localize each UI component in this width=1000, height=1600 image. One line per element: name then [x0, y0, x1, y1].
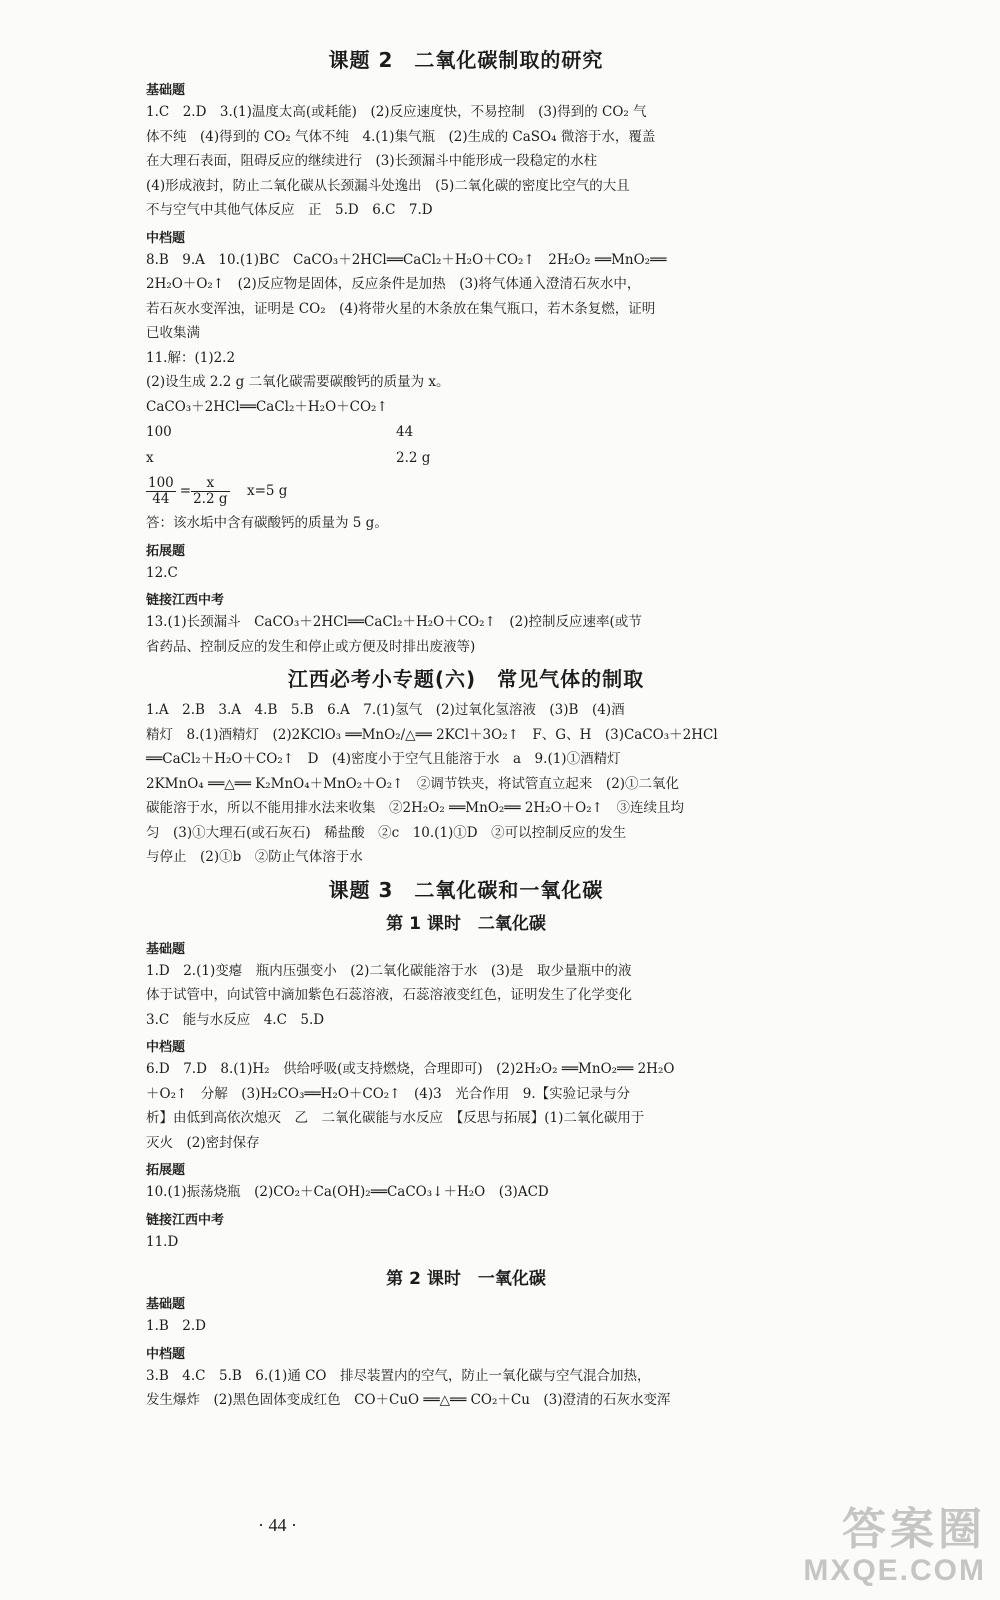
- fraction-equation: $\frac{100}{44}$ = $\frac{x}{2.2 g}$ x=5 g: [148, 475, 288, 507]
- page-number: · 44 ·: [258, 1515, 297, 1535]
- text-line: 已收集满: [146, 325, 200, 341]
- answer-line: 答：该水垢中含有碳酸钙的质量为 5 g。: [146, 515, 388, 531]
- text-line: 碳能溶于水，所以不能用排水法来收集 ②2H₂O₂ ══MnO₂══ 2H₂O＋O₂↑ ③连续且均: [146, 800, 684, 816]
- text-line: (4)形成液封，防止二氧化碳从长颈漏斗处逸出 (5)二氧化碳的密度比空气的大且: [146, 177, 630, 194]
- text-line: 匀 (3)①大理石(或石灰石) 稀盐酸 ②c 10.(1)①D ②可以控制反应的发生: [146, 824, 627, 841]
- label-mid: 中档题: [146, 230, 186, 246]
- label-extension: 拓展题: [146, 543, 186, 559]
- calc-value: 2.2 g: [396, 450, 431, 466]
- numerator: 100: [148, 475, 174, 491]
- text-line: 与停止 (2)①b ②防止气体溶于水: [146, 849, 363, 865]
- label-jiangxi-link: 链接江西中考: [146, 1212, 225, 1228]
- text-line: ══CaCl₂＋H₂O＋CO₂↑ D (4)密度小于空气且能溶于水 a 9.(1)①酒精灯: [146, 751, 621, 767]
- answer-page: [146, 40, 786, 1413]
- watermark-text: 答案圈: [842, 1505, 986, 1554]
- watermark-logo: [803, 1506, 986, 1588]
- text-line: 8.B 9.A 10.(1)BC CaCO₃＋2HCl══CaCl₂＋H₂O＋CO₂↑ 2H₂O₂ ══MnO₂══: [146, 251, 667, 268]
- text-line: (2)设生成 2.2 g 二氧化碳需要碳酸钙的质量为 x。: [146, 374, 450, 390]
- fraction: [146, 476, 176, 507]
- text-line: 6.D 7.D 8.(1)H₂ 供给呼吸(或支持燃烧，合理即可) (2)2H₂O₂ ══MnO₂══ 2H₂O: [146, 1061, 675, 1077]
- fraction-result: x=5 g: [247, 483, 288, 499]
- calc-value: 100: [146, 424, 172, 440]
- fraction: [191, 476, 229, 507]
- denominator: 2.2 g: [193, 491, 228, 507]
- watermark-url: MXQE.COM: [803, 1554, 986, 1587]
- text-line: 灭火 (2)密封保存: [146, 1134, 260, 1151]
- ke2-mid-block: [146, 248, 786, 536]
- text-line: 13.(1)长颈漏斗 CaCO₃＋2HCl══CaCl₂＋H₂O＋CO₂↑ (2)控制反应速率(或节: [146, 614, 642, 630]
- text-line: 2H₂O＋O₂↑ (2)反应物是固体，反应条件是加热 (3)将气体通入澄清石灰水中，: [146, 276, 641, 292]
- section-title-ke3: 课题 3 二氧化碳和一氧化碳: [328, 877, 604, 902]
- ke2-basic-block: [146, 100, 786, 223]
- jiangxi-block: [146, 698, 786, 870]
- label-basic: 基础题: [146, 941, 186, 957]
- subsection-title-lesson1: 第 1 课时 二氧化碳: [386, 913, 546, 934]
- text-line: ＋O₂↑ 分解 (3)H₂CO₃══H₂O＋CO₂↑ (4)3 光合作用 9.【实验记录与分: [146, 1085, 631, 1102]
- subsection-title-lesson2: 第 2 课时 一氧化碳: [386, 1269, 546, 1289]
- text-line: 若石灰水变浑浊，证明是 CO₂ (4)将带火星的木条放在集气瓶口，若木条复燃，证明: [146, 300, 656, 317]
- text-line: 1.B 2.D: [146, 1318, 207, 1334]
- label-basic: 基础题: [146, 83, 186, 98]
- calc-value: x: [146, 450, 154, 466]
- text-line: 精灯 8.(1)酒精灯 (2)2KClO₃ ══MnO₂/△══ 2KCl＋3O₂↑ F、G、H (3)CaCO₃＋2HCl: [146, 726, 718, 743]
- text-line: 1.D 2.(1)变瘪 瓶内压强变小 (2)二氧化碳能溶于水 (3)是 取少量瓶中的液: [146, 962, 632, 979]
- text-line: 11.D: [146, 1233, 179, 1250]
- label-basic: 基础题: [146, 1297, 186, 1312]
- section-title-ke2: 课题 2 二氧化碳制取的研究: [328, 48, 604, 72]
- text-line: 10.(1)振荡烧瓶 (2)CO₂＋Ca(OH)₂══CaCO₃↓＋H₂O (3)ACD: [146, 1184, 549, 1200]
- text-line: 省药品、控制反应的发生和停止或方便及时排出废液等): [146, 638, 476, 655]
- text-line: 11.解：(1)2.2: [146, 349, 236, 366]
- text-line: 体不纯 (4)得到的 CO₂ 气体不纯 4.(1)集气瓶 (2)生成的 CaSO₄ 微溶于水，覆盖: [146, 128, 656, 145]
- text-line: 1.C 2.D 3.(1)温度太高(或耗能) (2)反应速度快，不易控制 (3)得到的 CO₂ 气: [146, 104, 647, 120]
- text-line: 体于试管中，向试管中滴加紫色石蕊溶液，石蕊溶液变红色，证明发生了化学变化: [146, 987, 632, 1003]
- text-line: 发生爆炸 (2)黑色固体变成红色 CO＋CuO ══△══ CO₂＋Cu (3)澄清的石灰水变浑: [146, 1392, 671, 1408]
- numerator: x: [191, 476, 229, 492]
- text-line: 在大理石表面，阻碍反应的继续进行 (3)长颈漏斗中能形成一段稳定的水柱: [146, 153, 598, 169]
- text-line: CaCO₃＋2HCl══CaCl₂＋H₂O＋CO₂↑: [146, 398, 388, 415]
- label-jiangxi-link: 链接江西中考: [146, 593, 225, 608]
- label-mid: 中档题: [146, 1346, 186, 1362]
- label-extension: 拓展题: [146, 1163, 186, 1178]
- text-line: 3.B 4.C 5.B 6.(1)通 CO 排尽装置内的空气，防止一氧化碳与空气混合加热，: [146, 1367, 651, 1384]
- text-line: 12.C: [146, 564, 178, 581]
- section-title-jiangxi: 江西必考小专题(六) 常见气体的制取: [287, 667, 645, 691]
- text-line: 不与空气中其他气体反应 正 5.D 6.C 7.D: [146, 202, 433, 218]
- text-line: 析】由低到高依次熄灭 乙 二氧化碳能与水反应 【反思与拓展】(1)二氧化碳用于: [146, 1110, 645, 1126]
- text-line: 3.C 能与水反应 4.C 5.D: [146, 1011, 325, 1028]
- calc-row: [146, 445, 786, 471]
- calc-row: [146, 419, 786, 445]
- text-line: 1.A 2.B 3.A 4.B 5.B 6.A 7.(1)氢气 (2)过氧化氢溶液 (3)B (4)酒: [146, 702, 625, 718]
- text-line: 2KMnO₄ ══△══ K₂MnO₄＋MnO₂＋O₂↑ ②调节铁夹，将试管直立起来 (2)①二氧化: [146, 775, 680, 792]
- label-mid: 中档题: [146, 1040, 186, 1055]
- denominator: 44: [152, 491, 170, 507]
- calc-value: 44: [396, 424, 414, 440]
